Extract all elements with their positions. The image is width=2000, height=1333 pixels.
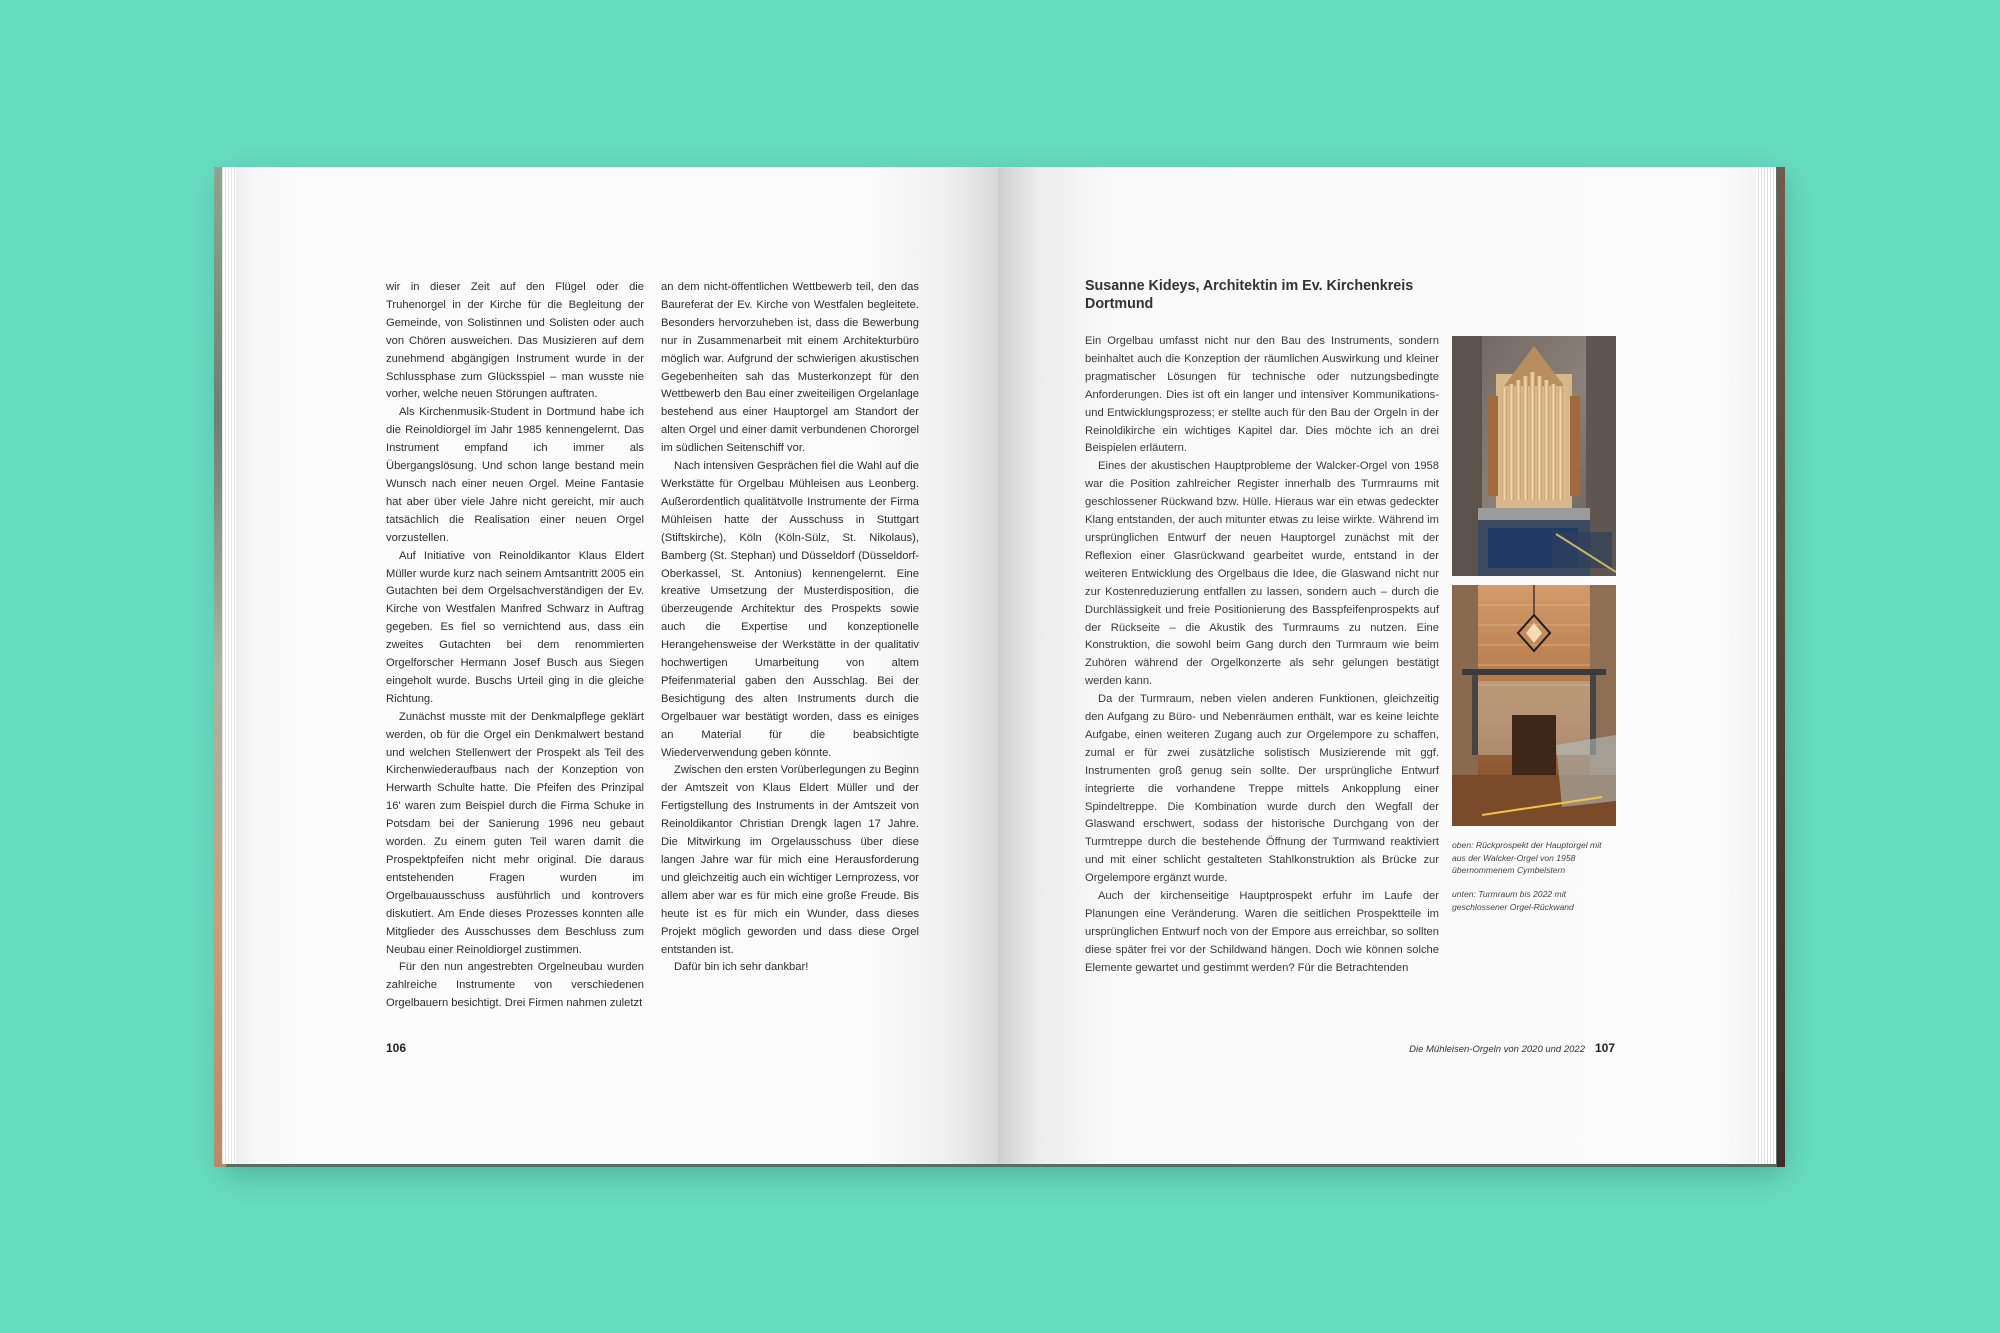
- left-column-2: [661, 279, 919, 977]
- left-column-1: [386, 279, 644, 1013]
- right-page-edges: [1756, 167, 1776, 1164]
- paragraph: Als Kirchenmusik-Student in Dortmund habe ich die Reinoldiorgel im Jahr 1985 kennengelernt. Das Instrument empfand ich immer als Übergangslösung. Und schon lange bestand mein Wunsch nach einer neuen Orgel. Meine Fantasie hat aber über viele Jahre nicht gereicht, mir auch tatsächlich die Realisation einer neuen Orgel vorzustellen.: [386, 406, 644, 544]
- caption-top: oben: Rückprospekt der Hauptorgel mit aus der Walcker-Orgel von 1958 übernommenem Cymbelstern: [1452, 840, 1602, 875]
- paragraph: Auf Initiative von Reinoldikantor Klaus Eldert Müller wurde kurz nach seinem Amtsantritt 2005 ein Gutachten bei dem Orgelsachverständigen der Ev. Kirche von Westfalen Manfred Schwarz in Auftrag gegeben. Es fiel so vernichtend aus, dass ein zweites Gutachten bei dem renommierten Orgelforscher Hermann Josef Busch aus Siegen eingeholt wurde. Buschs Urteil ging in die gleiche Richtung.: [386, 549, 644, 705]
- paragraph: Zunächst musste mit der Denkmalpflege geklärt werden, ob für die Orgel ein Denkmalwert bestand und welchen Stellenwert der Prospekt als Teil des Kirchenwiederaufbaus nach der Konzeption von Herwarth Schulte hatte. Die Pfeifen des Prinzipal 16' waren zum Beispiel durch die Firma Schuke in Potsdam bei der Sanierung 1996 neu gebaut worden. Zu einem guten Teil waren damit die Prospektpfeifen nicht mehr original. Die daraus entstehenden Fragen wurden im Orgelbauausschuss ausführlich und kontrovers diskutiert. Am Ende dieses Prozesses konnten alle Mitglieder des Ausschusses dem Beschluss zum Neubau einer Reinoldiorgel zustimmen.: [386, 710, 644, 956]
- paragraph: Dafür bin ich sehr dankbar!: [674, 961, 809, 974]
- paragraph: Ein Orgelbau umfasst nicht nur den Bau des Instruments, sondern beinhaltet auch die Konzeption der räumlichen Auswirkung und kleiner pragmatischer Lösungen für technische oder nutzungsbedingte Anforderungen. Dies ist oft ein langer und intensiver Kommunikations- und Entwicklungsprozess; er stellte auch für den Bau der Orgeln in der Reinoldikirche ein wichtiges Kapitel dar. Dies möchte ich an drei Beispielen erläutern.: [1085, 335, 1439, 455]
- organ-rear-prospect-photo: [1452, 336, 1616, 576]
- tower-room-photo: [1452, 585, 1616, 826]
- paragraph: an dem nicht-öffentlichen Wettbewerb teil, den das Baureferat der Ev. Kirche von Westfalen begleitete. Besonders hervorzuheben ist, dass die Bewerbung nur in Zusammenarbeit mit einem Architekturbüro möglich war. Aufgrund der schwierigen akustischen Gegebenheiten sah das Musterkonzept für den Wettbewerb den Bau einer zweiteiligen Orgelanlage bestehend aus einer Hauptorgel am Standort der alten Orgel und einer damit verbundenen Chororgel im südlichen Seitenschiff vor.: [661, 281, 919, 455]
- paragraph: Zwischen den ersten Vorüberlegungen zu Beginn der Amtszeit von Klaus Eldert Müller und der Fertigstellung des Instruments in der Amtszeit von Reinoldikantor Christian Drengk lagen 17 Jahre. Die Mitwirkung im Orgelausschuss über diese langen Jahre war für mich eine Herausforderung und gleichzeitig auch ein wichtiger Lernprozess, vor allem aber war es für mich eine große Freude. Bis heute ist es für mich ein Wunder, dass dieses Projekt möglich geworden und dass diese Orgel entstanden ist.: [661, 764, 919, 956]
- left-page-edges: [222, 167, 236, 1164]
- running-head: Die Mühleisen-Orgeln von 2020 und 2022: [1409, 1044, 1585, 1055]
- caption-bottom: unten: Turmraum bis 2022 mit geschlossener Orgel-Rückwand: [1452, 889, 1574, 912]
- section-heading: Susanne Kideys, Architektin im Ev. Kirchenkreis Dortmund: [1085, 278, 1414, 312]
- cover-right-strip: [1777, 167, 1785, 1167]
- page-number-right: 107: [1595, 1041, 1616, 1055]
- paragraph: Für den nun angestrebten Orgelneubau wurden zahlreiche Instrumente von verschiedenen Orgelbauern besichtigt. Drei Firmen nahmen zuletzt: [386, 961, 644, 1010]
- paragraph: Nach intensiven Gesprächen fiel die Wahl auf die Werkstätte für Orgelbau Mühleisen aus Leonberg. Außerordentlich qualitätvolle Instrumente der Firma Mühleisen hatte der Ausschuss in Stuttgart (Stiftskirche), Köln (Köln-Sülz, St. Nikolaus), Bamberg (St. Stephan) und Düsseldorf (Düsseldorf-Oberkassel, St. Antonius) kennengelernt. Eine kreative Umsetzung der Musterdisposition, die überzeugende Architektur des Prospekts sowie auch die Expertise und konzeptionelle Herangehensweise der Werkstätte in der qualitativ hochwertigen Umarbeitung von altem Pfeifenmaterial gaben den Ausschlag. Bei der Besichtigung des alten Instruments durch die Orgelbauer war bestätigt worden, dass es einiges an Material für die beabsichtigte Wiederverwendung geben könnte.: [661, 460, 919, 759]
- paragraph: wir in dieser Zeit auf den Flügel oder die Truhenorgel in der Kirche für die Begleitung der Gemeinde, von Solistinnen und Solisten oder auch von Chören ausweichen. Das Musizieren auf dem zunehmend abgängigen Instrument wurde in der Schlussphase zum Glücksspiel – man wusste nie vorher, welche neuen Störungen auftraten.: [386, 281, 644, 401]
- paragraph: Eines der akustischen Hauptprobleme der Walcker-Orgel von 1958 war die Position zahlreicher Register innerhalb des Turmraums mit geschlossener Rückwand bzw. Hülle. Hieraus war ein etwas gedeckter Klang entstanden, der auch mitunter etwas zu leise wirkte. Während im ursprünglichen Entwurf der neuen Hauptorgel zunächst mit der Reflexion einer Glasrückwand gearbeitet wurde, entstand in der weiteren Entwicklung des Orgelbaus die Idee, die Glaswand nicht nur zur Kostenreduzierung entfallen zu lassen, sondern auch – durch die Durchlässigkeit und freie Positionierung des Basspfeifenprospekts auf der Rückseite – die Akustik des Turmraums zu nutzen. Eine Konstruktion, die sowohl beim Gang durch den Turmraum wie beim Zuhören während der Orgelkonzerte als sehr gelungen bestätigt werden kann.: [1085, 460, 1439, 688]
- right-column: [1085, 333, 1439, 978]
- paragraph: Auch der kirchenseitige Hauptprospekt erfuhr im Laufe der Planungen eine Veränderung. Waren die seitlichen Prospektteile im ursprünglichen Entwurf noch von der Empore aus erreichbar, so sollten diese später frei vor der Schildwand hängen. Doch wie können solche Elemente gewartet und gestimmt werden? Für die Betrachtenden: [1085, 890, 1439, 974]
- page-number-left: 106: [386, 1041, 407, 1055]
- paragraph: Da der Turmraum, neben vielen anderen Funktionen, gleichzeitig den Aufgang zu Büro- und Nebenräumen enthält, war es keine leichte Aufgabe, einen weiteren Zugang auch zur Orgelempore zu schaffen, zumal er für zwei zusätzliche solistisch Musizierende mit ggf. Instrumenten groß genug sein sollte. Der ursprüngliche Entwurf integrierte die vorhandene Treppe mittels Ankopplung einer Spindeltreppe. Die Kombination wurde durch den Wegfall der Glaswand erschwert, sodass der historische Durchgang von der Turmtreppe durch die bestehende Öffnung der Turmwand reaktiviert und mit einer schlicht gestalteten Stahlkonstruktion als Brücke zur Orgelempore ergänzt wurde.: [1085, 693, 1439, 885]
